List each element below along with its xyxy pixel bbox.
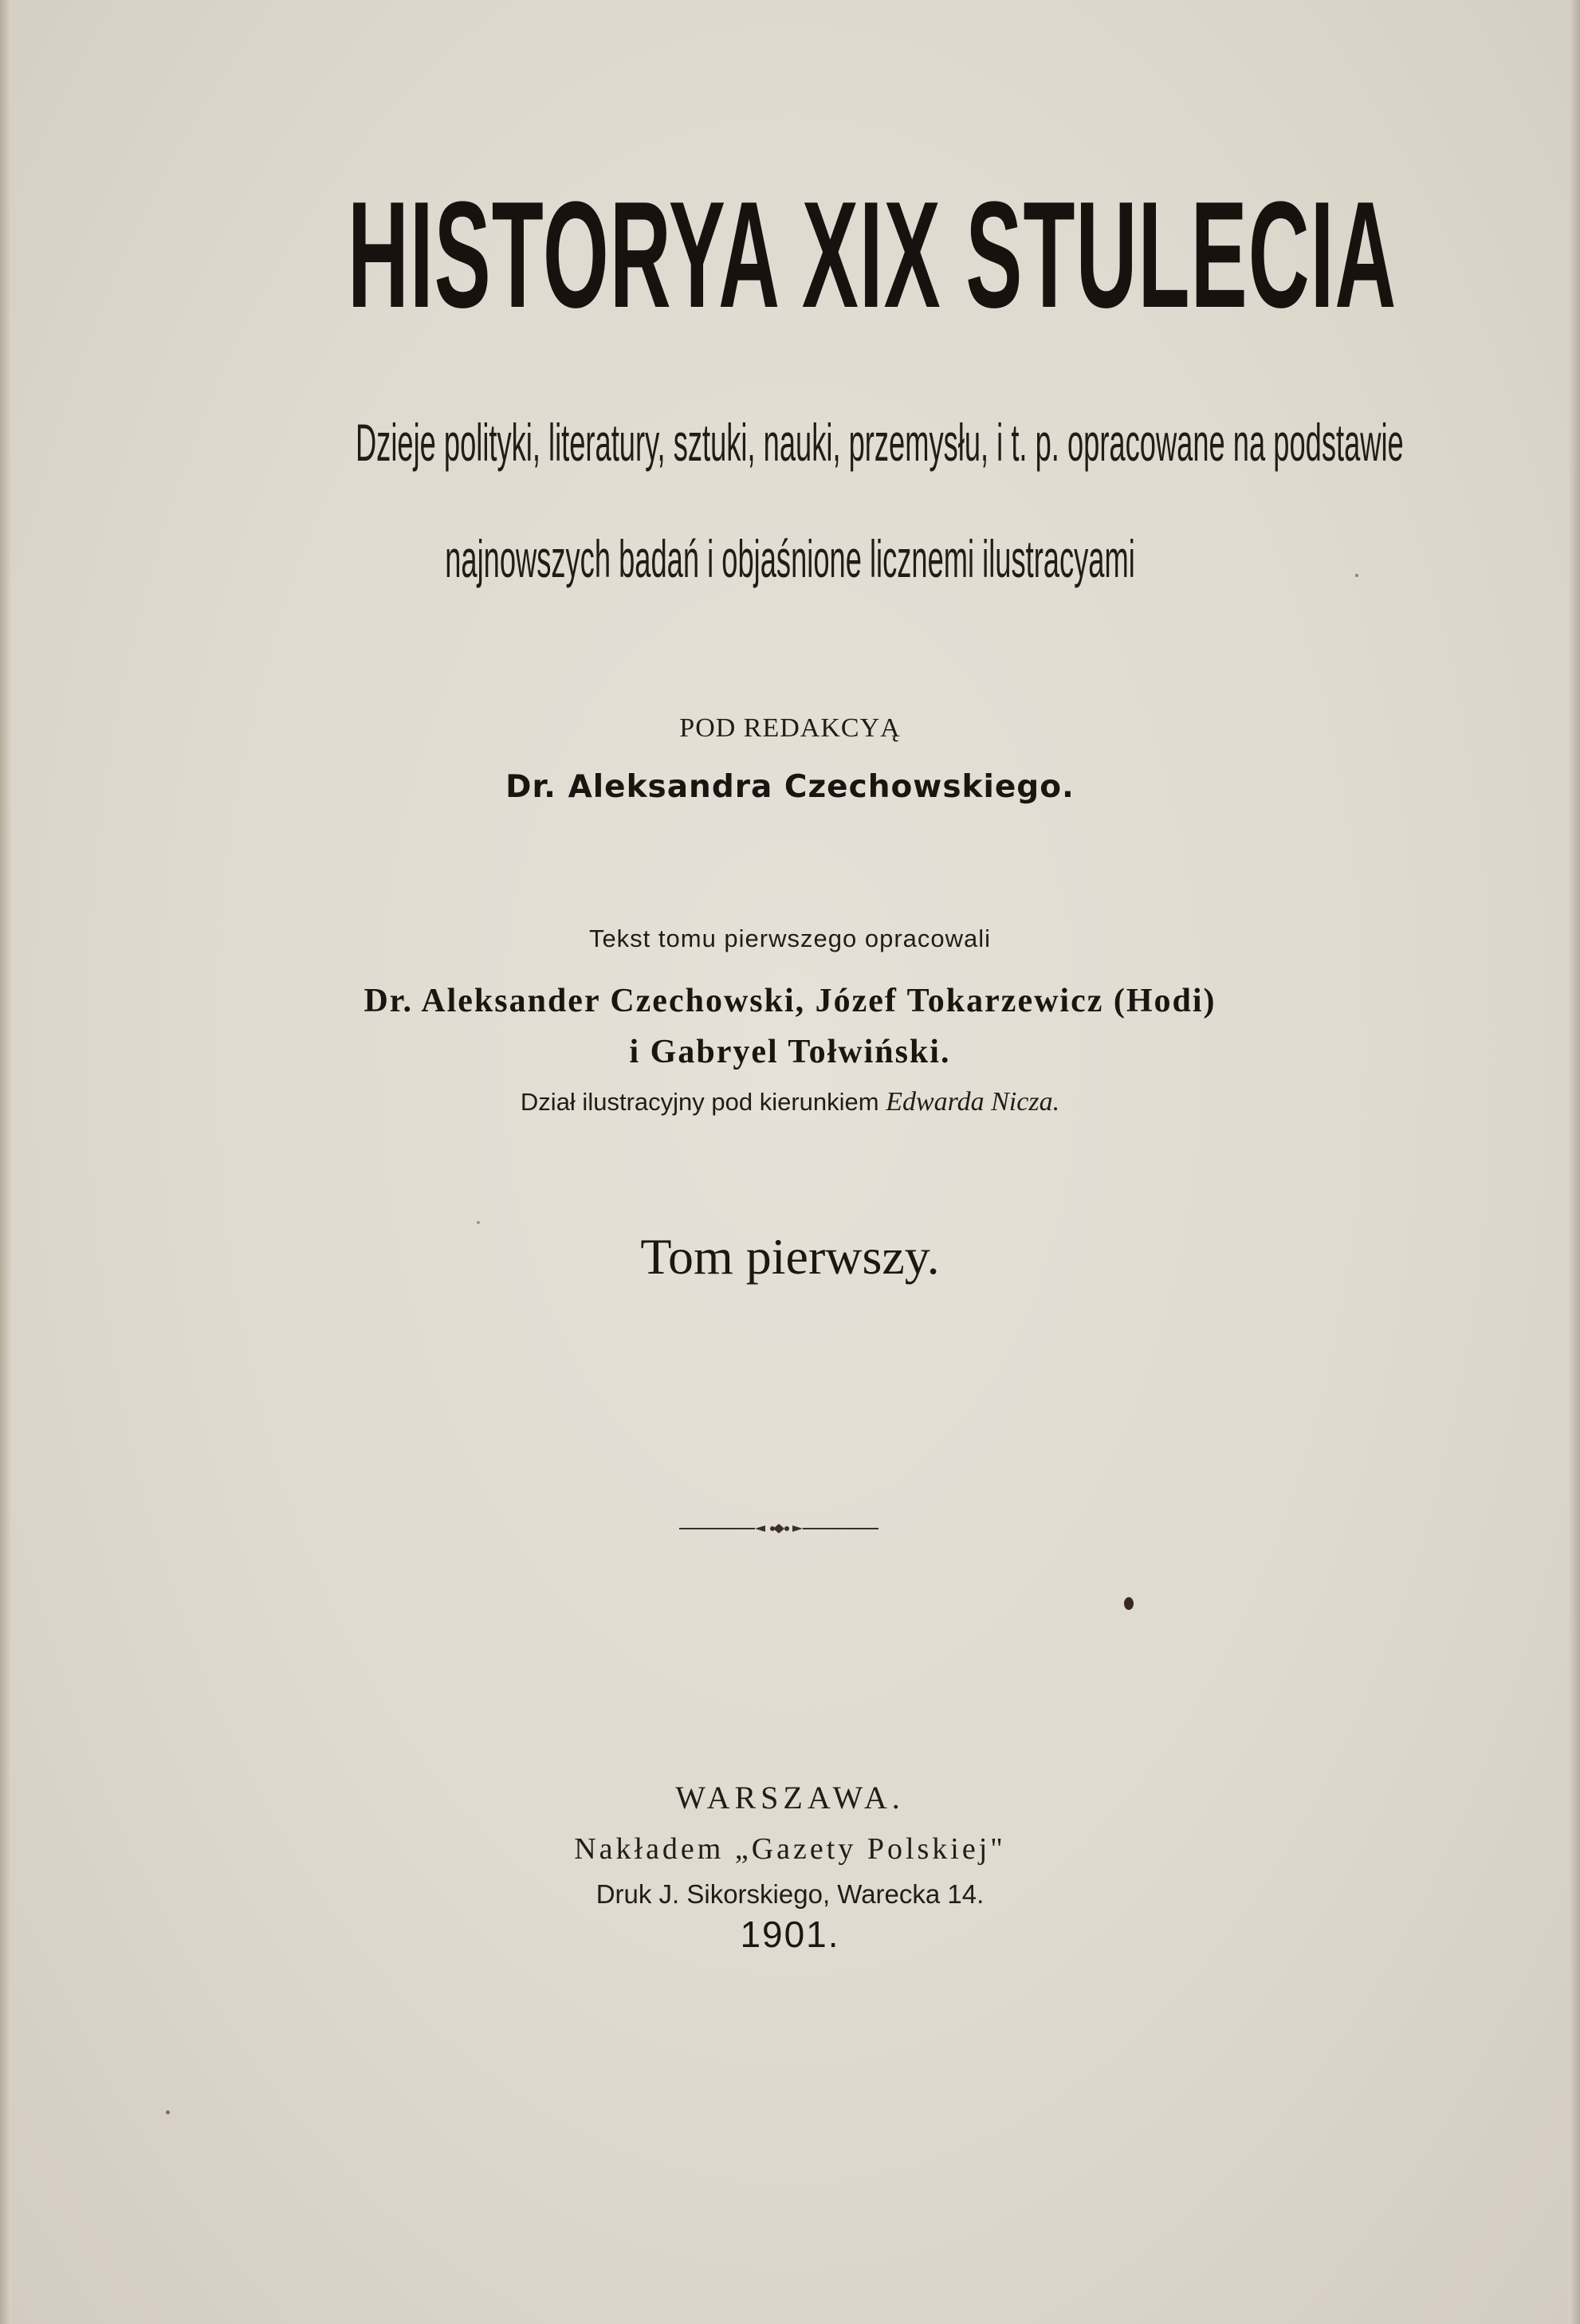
subtitle-line-1: Dzieje polityki, literatury, sztuki, nauki, przemysłu, i t. p. opracowane na podstawie	[355, 413, 1404, 472]
illustrations-credit	[0, 1087, 1580, 1117]
ink-speck	[166, 2110, 170, 2114]
page-edge-right	[1569, 0, 1580, 2324]
imprint-publisher: Nakładem „Gazety Polskiej"	[574, 1832, 1006, 1866]
illustrations-editor: Edwarda Nicza.	[886, 1087, 1060, 1117]
ink-speck	[1124, 1597, 1134, 1610]
ink-speck	[1355, 574, 1358, 577]
authors-line-2: i Gabryel Tołwiński.	[629, 1034, 951, 1070]
imprint-place: WARSZAWA.	[675, 1780, 905, 1816]
subtitle-line-2: najnowszych badań i objaśnione licznemi ilustracyami	[445, 529, 1135, 588]
ornament-divider	[679, 1514, 878, 1543]
authors-intro: Tekst tomu pierwszego opracowali	[588, 924, 992, 952]
authors-line-1: Dr. Aleksander Czechowski, Józef Tokarzewicz (Hodi)	[364, 983, 1216, 1019]
editor-label: POD REDAKCYĄ	[679, 713, 901, 743]
illustrations-text: Dział ilustracyjny pod kierunkiem	[520, 1088, 886, 1116]
book-title: HISTORYA XIX STULECIA	[348, 171, 1397, 340]
page-edge-left	[0, 0, 11, 2324]
ink-speck	[477, 1221, 480, 1224]
imprint-year: 1901.	[740, 1914, 840, 1955]
imprint-printer: Druk J. Sikorskiego, Warecka 14.	[595, 1879, 985, 1909]
editor-name: Dr. Aleksandra Czechowskiego.	[505, 769, 1075, 805]
volume-label: Tom pierwszy.	[640, 1228, 940, 1285]
